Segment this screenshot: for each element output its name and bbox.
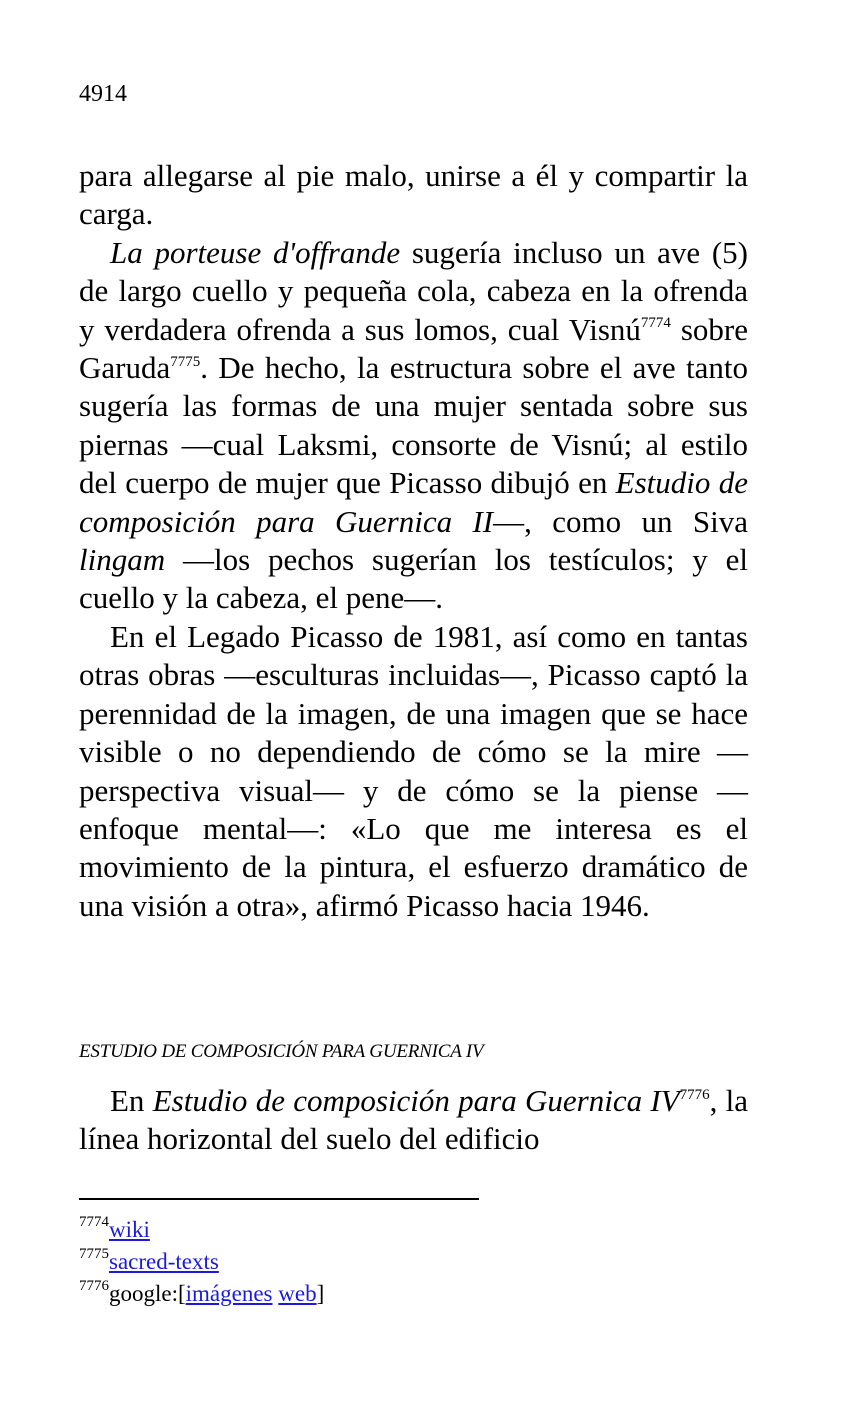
footnote-ref: 7774 <box>640 315 671 332</box>
wiki-link[interactable]: wiki <box>109 1217 150 1242</box>
body-text <box>79 157 748 925</box>
footnote-7776: $^{7776}$google:[imágenes web] <box>79 1278 325 1306</box>
artwork-title: Estudio de composición para Guernica II <box>79 465 748 539</box>
page-number: 4914 <box>79 81 127 107</box>
paragraph-1: para allegarse al pie malo, unirse a él y compartir la carga. <box>79 158 748 232</box>
footnote-ref: 7775 <box>170 353 201 370</box>
emphasis: lingam <box>79 542 166 578</box>
web-link[interactable]: web <box>278 1281 317 1306</box>
footnote-ref: 7776 <box>679 1086 710 1103</box>
footnote-7774: $^{7774}$wiki <box>79 1214 150 1242</box>
paragraph-3: En el Legado Picasso de 1981, así como en tantas otras obras —esculturas incluidas—, Picasso captó la perennidad de la imagen, de una imagen que se hace visible o no dependiendo de cómo se la mire —perspectiva visual— y de cómo se la piense —enfoque mental—: «Lo que me interesa es el movimiento de la pintura, el esfuerzo dramático de una visión a otra», afirmó Picasso hacia 1946. <box>79 618 748 923</box>
paragraph-2: La porteuse d'offrande sugería incluso un ave (5) de largo cuello y pequeña cola, cabeza en la ofrenda y verdadera ofrenda a sus lomos, cual Visnú$^{7774}$ sobre Garuda$^{7775}$. De hecho, la estructura sobre el ave tanto sugería las formas de una mujer sentada sobre sus piernas —cual Laksmi, consorte de Visnú; al estilo del cuerpo de mujer que Picasso dibujó en Estudio de composición para Guernica II—, como un Siva lingam —los pechos sugerían los testículos; y el cuello y la cabeza, el pene—. <box>79 234 749 616</box>
artwork-title: La porteuse d'offrande <box>110 234 401 270</box>
artwork-title: Estudio de composición para Guernica IV <box>152 1083 680 1118</box>
footnote-divider <box>79 1198 479 1200</box>
images-link[interactable]: imágenes <box>185 1281 273 1306</box>
sacred-texts-link[interactable]: sacred-texts <box>109 1249 219 1274</box>
paragraph-4: En Estudio de composición para Guernica $IV^{7776}$, la línea horizontal del suelo del edificio <box>79 1083 748 1157</box>
section-heading: ESTUDIO DE COMPOSICIÓN PARA GUERNICA IV <box>79 1041 484 1062</box>
footnotes <box>79 1214 324 1310</box>
footnote-7775: $^{7775}$sacred-texts <box>79 1246 219 1274</box>
body-text-continued <box>79 1082 748 1159</box>
